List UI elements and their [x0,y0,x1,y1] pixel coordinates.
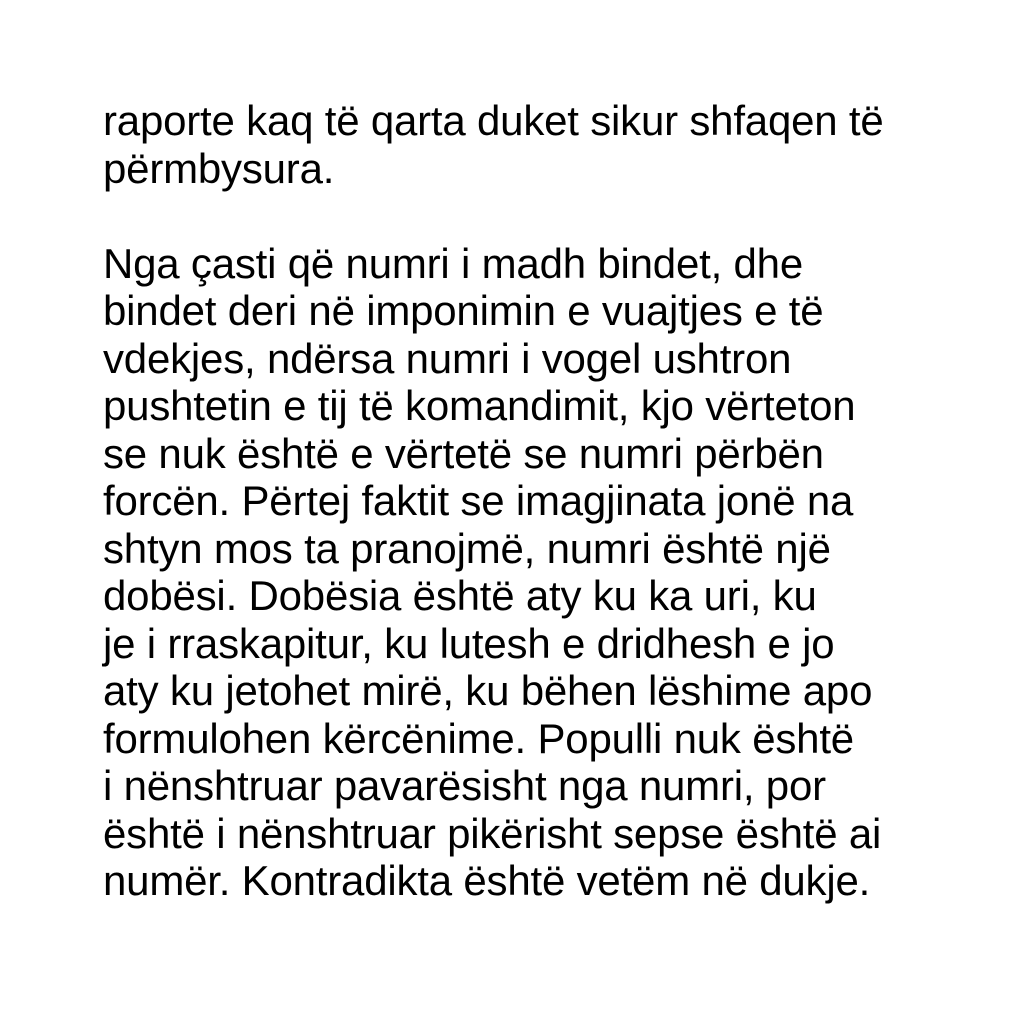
text-line: forcën. Përtej faktit se imagjinata jonë na [103,477,854,524]
text-line: se nuk është e vërtetë se numri përbën [103,429,824,477]
text-line: aty ku jetohet mirë, ku bëhen lëshime apo [103,667,873,714]
text-line: formulohen kërcënime. Populli nuk është [103,714,854,762]
text-line: je i rraskapitur, ku lutesh e dridhesh e jo [103,619,835,667]
text-line: Nga çasti që numri i madh bindet, dhe [103,239,803,287]
text-line: vdekjes, ndërsa numri i vogel ushtron [103,334,792,382]
text-line: përmbysura. [103,144,335,192]
text-line: numër. Kontradikta është vetëm në dukje. [103,857,871,904]
text-line: raporte kaq të qarta duket sikur shfaqen të [103,97,884,144]
text-line: i nënshtruar pavarësisht nga numri, por [103,762,826,809]
document-page [103,97,973,905]
text-line: bindet deri në imponimin e vuajtjes e të [103,287,824,334]
text-line: shtyn mos ta pranojmë, numri është një [103,524,831,572]
text-line: dobësi. Dobësia është aty ku ka uri, ku [103,572,817,619]
text-line: pushtetin e tij të komandimit, kjo vërteton [103,382,856,429]
paragraph [103,97,973,192]
paragraph [103,240,973,905]
text-line: është i nënshtruar pikërisht sepse është ai [103,809,882,857]
